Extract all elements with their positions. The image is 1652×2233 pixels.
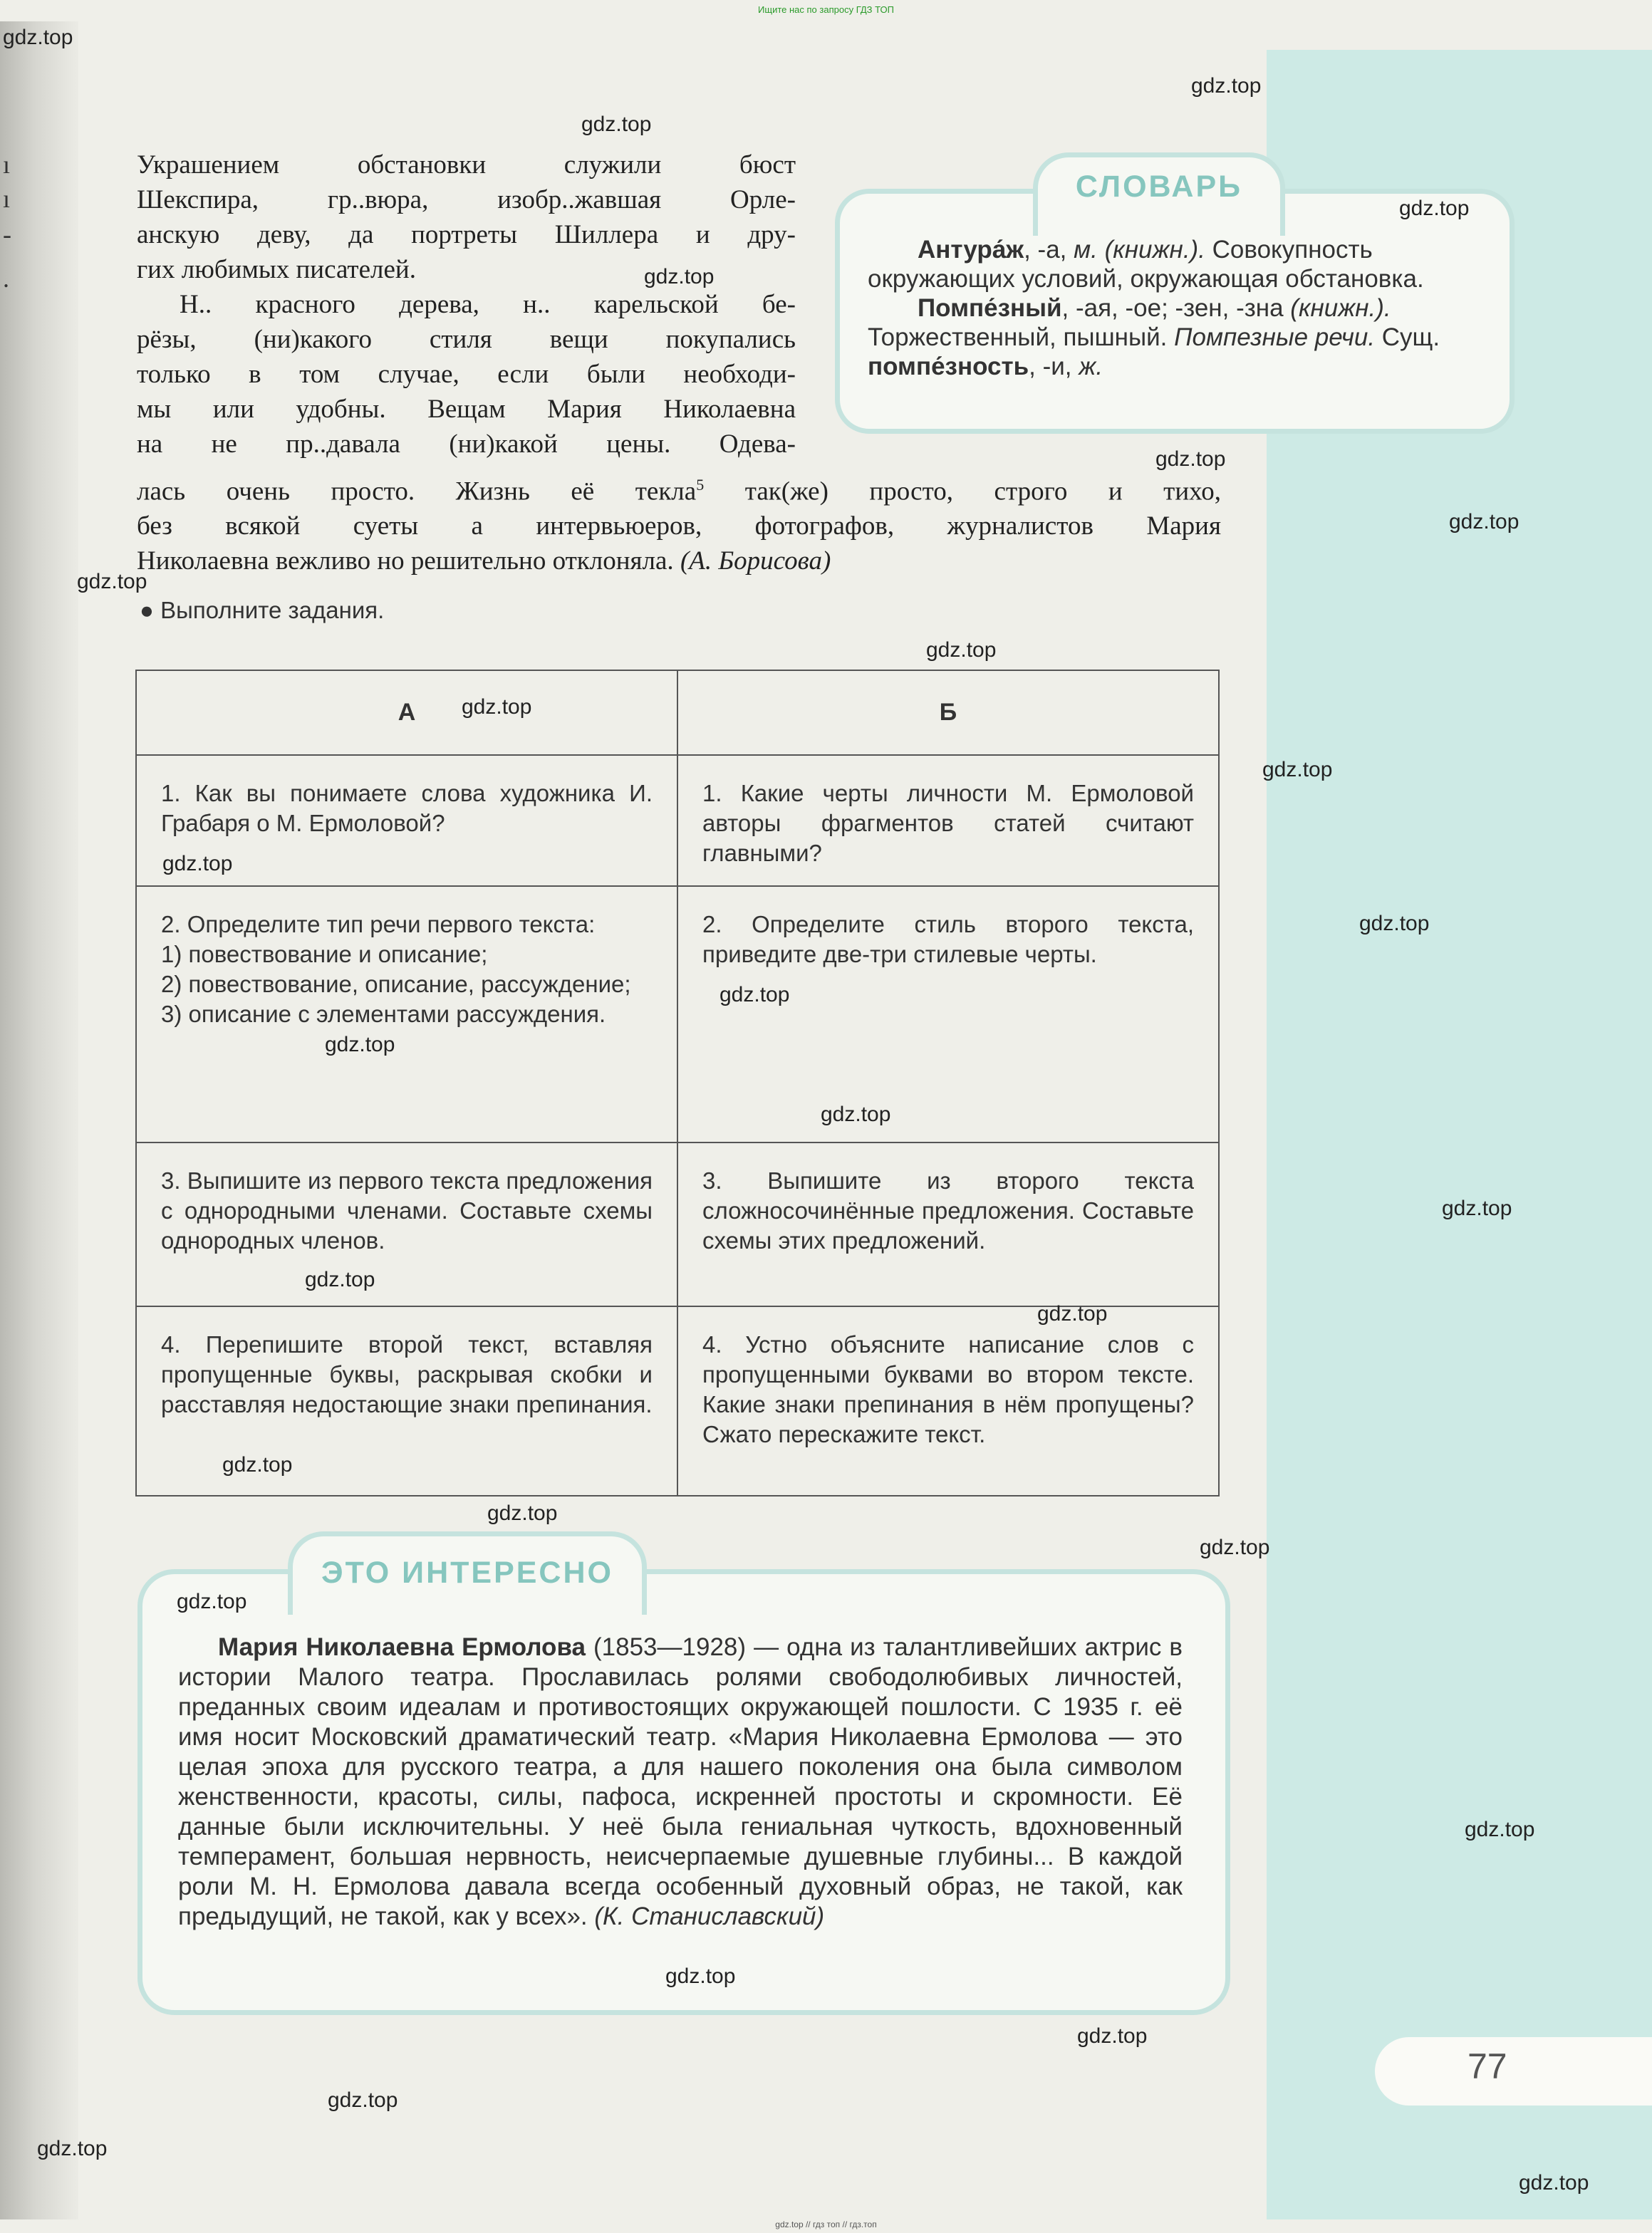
table-row xyxy=(136,1142,1219,1306)
watermark: gdz.top xyxy=(462,695,532,719)
interesting-title: ЭТО ИНТЕРЕСНО xyxy=(321,1556,613,1590)
dictionary-entry xyxy=(868,235,1487,293)
bullet-icon: ● xyxy=(140,597,161,623)
text-line: гих любимых писателей. xyxy=(137,255,416,284)
watermark: gdz.top xyxy=(328,2088,398,2112)
watermark: gdz.top xyxy=(1077,2024,1148,2048)
task-cell: 4. Перепишите второй текст, вставляя пропущенные буквы, раскрывая скобки и расставляя недостающие знаки препинания. xyxy=(136,1306,677,1496)
watermark: gdz.top xyxy=(162,852,233,875)
watermark: gdz.top xyxy=(1465,1818,1535,1841)
text-line: на не пр..давала (ни)какой цены. Одева- xyxy=(137,430,796,459)
text-line: рёзы, (ни)какого стиля вещи покупались xyxy=(137,325,796,354)
header-banner: Ищите нас по запросу ГДЗ ТОП xyxy=(758,4,894,15)
task-cell: 1. Как вы понимаете слова художника И. Грабаря о М. Ермоловой? xyxy=(136,755,677,886)
watermark: gdz.top xyxy=(3,26,73,49)
text-line: только в том случае, если были необходи- xyxy=(137,360,796,389)
watermark: gdz.top xyxy=(325,1033,395,1056)
dictionary-entry xyxy=(868,293,1487,381)
entry-grammar: , -ая, -ое; -зен, -зна xyxy=(1061,294,1291,322)
entry-grammar: , -а, xyxy=(1024,236,1074,264)
task-cell: 1. Какие черты личности М. Ермоловой авторы фрагментов статей считают главными? xyxy=(677,755,1219,886)
text-line: Н.. красного дерева, н.. карельской бе- xyxy=(180,290,796,319)
column-header-b: Б xyxy=(677,670,1219,755)
footer-banner: gdz.top // гдз топ // гдз.топ xyxy=(775,2219,877,2229)
watermark: gdz.top xyxy=(665,1964,736,1988)
task-cell: 4. Устно объясните написание слов с пропущенными буквами во втором тексте. Какие знаки препинания в нём пропущены? Сжато перескажите текст. xyxy=(677,1306,1219,1496)
watermark: gdz.top xyxy=(37,2137,108,2160)
watermark: gdz.top xyxy=(77,570,147,593)
entry-marks: м. (книжн.). xyxy=(1074,236,1205,264)
watermark: gdz.top xyxy=(222,1453,293,1477)
watermark: gdz.top xyxy=(487,1501,558,1525)
watermark: gdz.top xyxy=(305,1268,375,1291)
main-text-wide xyxy=(137,467,1221,578)
entry-definition: Совокупность окружающих условий, окружающая обстановка. xyxy=(868,236,1424,293)
text-line: без всякой суеты а интервьюеров, фотографов, журналистов Мария xyxy=(137,511,1221,541)
text-span: так(же) просто, строго и тихо, xyxy=(704,477,1221,506)
text-line: мы или удобны. Вещам Мария Николаевна xyxy=(137,395,796,424)
text-span: лась очень просто. Жизнь её текла xyxy=(137,477,697,506)
noun-label: Сущ. xyxy=(1381,323,1440,351)
entry-definition: Торжественный, пышный. xyxy=(868,323,1175,351)
watermark: gdz.top xyxy=(926,638,997,662)
margin-fragment: ı xyxy=(3,150,11,179)
watermark: gdz.top xyxy=(1359,912,1430,935)
entry-marks: (книжн.). xyxy=(1290,294,1391,322)
interesting-citation: (К. Станиславский) xyxy=(594,1903,825,1930)
interesting-body: (1853—1928) — одна из талантливейших актрис в истории Малого театра. Прославилась ролями свободолюбивых личностей, преданных своим идеалам и противостоящих окружающей пошлости. С 1935 г. её имя носит Московский драматический театр. «Мария Николаевна Ермолова — это целая эпоха для русского театра, а для нашего поколения она была символом женственности, красоты, силы, пафоса, искренней простоты и скромности. Её данные были исключительны. У неё была гениальная чуткость, вдохновенный темперамент, большая нервность, неисчерпаемые душевные глубины... В каждой роли М. Н. Ермолова давала всегда особенный духовный образ, не такой, как предыдущий, не такой, как у всех». xyxy=(178,1633,1183,1930)
tasks-intro-text: Выполните задания. xyxy=(160,597,385,623)
entry-gender: ж. xyxy=(1079,353,1103,380)
watermark: gdz.top xyxy=(821,1103,891,1126)
text-line: Шекспира, гр..вюра, изобр..жавшая Орле- xyxy=(137,185,796,214)
watermark: gdz.top xyxy=(1262,758,1333,781)
watermark: gdz.top xyxy=(1037,1302,1108,1326)
entry-noun: помпе́зность xyxy=(868,353,1029,380)
dictionary-entries xyxy=(868,235,1487,381)
entry-grammar: , -и, xyxy=(1029,353,1079,380)
watermark: gdz.top xyxy=(177,1590,247,1613)
entry-word: Помпе́зный xyxy=(918,294,1062,322)
margin-fragment: - xyxy=(3,220,11,249)
table-row xyxy=(136,755,1219,886)
table-row xyxy=(136,1306,1219,1496)
watermark: gdz.top xyxy=(644,265,715,288)
watermark: gdz.top xyxy=(1155,447,1226,471)
watermark: gdz.top xyxy=(1449,510,1519,533)
actress-name: Мария Николаевна Ермолова xyxy=(218,1633,586,1661)
task-cell: 2. Определите тип речи первого текста: 1) повествование и описание; 2) повествование, описание, рассуждение; 3) описание с элементами рассуждения. xyxy=(136,886,677,1142)
dictionary-title: СЛОВАРЬ xyxy=(1075,170,1243,204)
book-spine-shadow xyxy=(0,21,78,2219)
source-citation: (А. Борисова) xyxy=(680,546,831,576)
margin-fragment: . xyxy=(3,264,9,293)
watermark: gdz.top xyxy=(1399,197,1470,220)
interesting-text xyxy=(178,1633,1183,1932)
text-line: анскую деву, да портреты Шиллера и дру- xyxy=(137,220,796,249)
tasks-intro xyxy=(140,597,384,624)
main-text-block xyxy=(137,147,796,462)
entry-word: Антура́ж xyxy=(918,236,1024,264)
tasks-table xyxy=(135,670,1220,1497)
watermark: gdz.top xyxy=(1442,1197,1512,1220)
footnote-mark: 5 xyxy=(696,476,705,494)
text-line xyxy=(137,467,1221,509)
margin-fragment: ı xyxy=(3,184,11,213)
watermark: gdz.top xyxy=(1519,2171,1589,2195)
text-span: Николаевна вежливо но решительно отклоняла. xyxy=(137,546,674,576)
column-header-a: А xyxy=(136,670,677,755)
page-number-tab xyxy=(1375,2037,1652,2106)
watermark: gdz.top xyxy=(719,983,790,1006)
watermark: gdz.top xyxy=(581,113,652,136)
text-line: Украшением обстановки служили бюст xyxy=(137,150,796,179)
table-row xyxy=(136,886,1219,1142)
watermark: gdz.top xyxy=(1191,74,1262,98)
task-cell: 3. Выпишите из второго текста сложносочинённые предложения. Составьте схемы этих предложений. xyxy=(677,1142,1219,1306)
task-cell: 2. Определите стиль второго текста, приведите две-три стилевые черты. xyxy=(677,886,1219,1142)
entry-example: Помпезные речи. xyxy=(1174,323,1376,351)
task-cell: 3. Выпишите из первого текста предложения с однородными членами. Составьте схемы однородных членов. xyxy=(136,1142,677,1306)
page-number: 77 xyxy=(1467,2046,1507,2086)
table-header-row xyxy=(136,670,1219,755)
watermark: gdz.top xyxy=(1200,1536,1270,1559)
text-line xyxy=(137,543,1221,578)
